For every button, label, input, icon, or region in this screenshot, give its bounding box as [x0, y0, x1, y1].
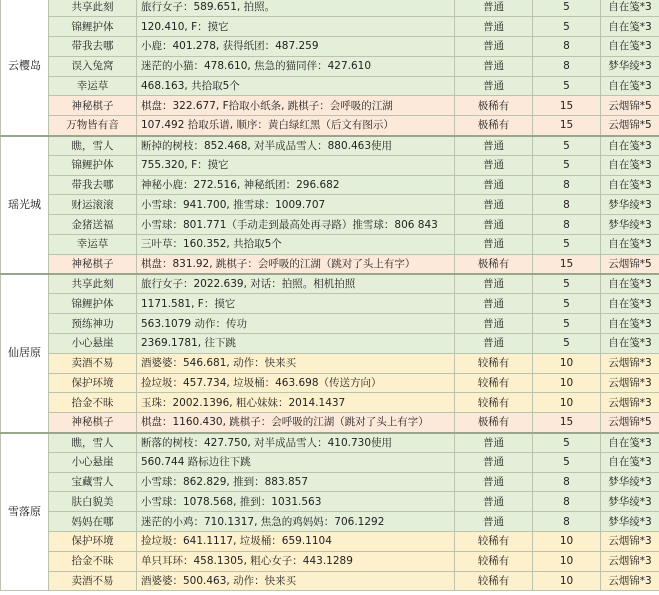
table-row	[1, 56, 659, 76]
rarity-cell: 普通	[455, 175, 533, 195]
name-cell: 带我去哪	[49, 37, 137, 57]
reward-cell: 梦华绫*3	[601, 215, 659, 235]
name-cell: 保护环境	[49, 532, 137, 552]
rarity-cell: 普通	[455, 274, 533, 294]
table-row	[1, 551, 659, 571]
method-cell: 1171.581, F：摸它	[137, 294, 455, 314]
method-cell: 468.163, 共拾取5个	[137, 76, 455, 96]
count-cell: 5	[533, 0, 601, 17]
reward-cell: 梦华绫*3	[601, 56, 659, 76]
reward-cell: 云烟锦*5	[601, 116, 659, 136]
table-row	[1, 254, 659, 274]
count-cell: 8	[533, 472, 601, 492]
count-cell: 5	[533, 17, 601, 37]
method-cell: 小雪球：801.771（手动走到最高处再寻路）推雪球：806 843	[137, 215, 455, 235]
count-cell: 5	[533, 452, 601, 472]
count-cell: 5	[533, 235, 601, 255]
reward-cell: 自在笺*3	[601, 334, 659, 354]
rarity-cell: 普通	[455, 136, 533, 156]
count-cell: 5	[533, 155, 601, 175]
reward-cell: 梦华绫*3	[601, 195, 659, 215]
table-row	[1, 274, 659, 294]
method-cell: 棋盘：322.677, F拾取小纸条, 跳棋子：会呼吸的江湖	[137, 96, 455, 116]
count-cell: 10	[533, 393, 601, 413]
table-row	[1, 334, 659, 354]
table-row	[1, 532, 659, 552]
table-row	[1, 294, 659, 314]
table-row	[1, 195, 659, 215]
count-cell: 8	[533, 512, 601, 532]
rarity-cell: 极稀有	[455, 116, 533, 136]
table-row	[1, 96, 659, 116]
table-row	[1, 512, 659, 532]
reward-cell: 梦华绫*3	[601, 512, 659, 532]
name-cell: 带我去哪	[49, 175, 137, 195]
count-cell: 5	[533, 433, 601, 453]
rarity-cell: 普通	[455, 0, 533, 17]
method-cell: 棋盘：831.92, 跳棋子：会呼吸的江湖（跳对了头上有字）	[137, 254, 455, 274]
rarity-cell: 普通	[455, 433, 533, 453]
reward-cell: 自在笺*3	[601, 155, 659, 175]
rarity-cell: 普通	[455, 37, 533, 57]
count-cell: 5	[533, 334, 601, 354]
count-cell: 10	[533, 571, 601, 591]
method-cell: 酒婆婆：546.681, 动作：快来买	[137, 353, 455, 373]
method-cell: 小雪球：862.829, 推到：883.857	[137, 472, 455, 492]
name-cell: 肤白貌美	[49, 492, 137, 512]
name-cell: 瞧，雪人	[49, 433, 137, 453]
reward-cell: 云烟锦*3	[601, 353, 659, 373]
method-cell: 小雪球：1078.568, 推到：1031.563	[137, 492, 455, 512]
count-cell: 10	[533, 551, 601, 571]
name-cell: 财运滚滚	[49, 195, 137, 215]
name-cell: 共享此刻	[49, 0, 137, 17]
name-cell: 万物皆有音	[49, 116, 137, 136]
name-cell: 小心悬崖	[49, 452, 137, 472]
method-cell: 迷茫的小猫：478.610, 焦急的猫同伴：427.610	[137, 56, 455, 76]
table-row	[1, 353, 659, 373]
reward-cell: 自在笺*3	[601, 235, 659, 255]
rarity-cell: 较稀有	[455, 551, 533, 571]
name-cell: 神秘棋子	[49, 413, 137, 433]
table-row	[1, 373, 659, 393]
method-cell: 断掉的树枝：852.468, 对半成品雪人：880.463使用	[137, 136, 455, 156]
name-cell: 锦鲤护体	[49, 17, 137, 37]
name-cell: 卖酒不易	[49, 353, 137, 373]
method-cell: 玉珠：2002.1396, 粗心妹妹：2014.1437	[137, 393, 455, 413]
count-cell: 8	[533, 56, 601, 76]
count-cell: 10	[533, 353, 601, 373]
table-row	[1, 571, 659, 591]
name-cell: 幸运草	[49, 76, 137, 96]
rarity-cell: 普通	[455, 294, 533, 314]
table-row	[1, 433, 659, 453]
table-row	[1, 472, 659, 492]
reward-cell: 自在笺*3	[601, 0, 659, 17]
rarity-cell: 普通	[455, 472, 533, 492]
method-cell: 旅行女子：2022.639, 对话：拍照。相机拍照	[137, 274, 455, 294]
table-row	[1, 17, 659, 37]
name-cell: 妈妈在哪	[49, 512, 137, 532]
rarity-cell: 较稀有	[455, 532, 533, 552]
count-cell: 5	[533, 314, 601, 334]
rarity-cell: 普通	[455, 56, 533, 76]
name-cell: 拾金不昧	[49, 393, 137, 413]
count-cell: 5	[533, 294, 601, 314]
rarity-cell: 极稀有	[455, 413, 533, 433]
location-cell: 云樱岛	[1, 0, 49, 136]
method-cell: 断落的树枝：427.750, 对半成品雪人：410.730使用	[137, 433, 455, 453]
name-cell: 卖酒不易	[49, 571, 137, 591]
table-row	[1, 492, 659, 512]
table-row	[1, 0, 659, 17]
rarity-cell: 普通	[455, 235, 533, 255]
name-cell: 锦鲤护体	[49, 155, 137, 175]
table-row	[1, 37, 659, 57]
table-row	[1, 413, 659, 433]
name-cell: 金猪送福	[49, 215, 137, 235]
rarity-cell: 普通	[455, 314, 533, 334]
reward-cell: 自在笺*3	[601, 136, 659, 156]
reward-cell: 梦华绫*3	[601, 472, 659, 492]
method-cell: 三叶草：160.352, 共拾取5个	[137, 235, 455, 255]
table-row	[1, 175, 659, 195]
method-cell: 2369.1781, 往下跳	[137, 334, 455, 354]
table-row	[1, 314, 659, 334]
rarity-cell: 较稀有	[455, 373, 533, 393]
reward-cell: 自在笺*3	[601, 76, 659, 96]
table-row	[1, 155, 659, 175]
reward-cell: 云烟锦*5	[601, 254, 659, 274]
reward-cell: 自在笺*3	[601, 175, 659, 195]
method-cell: 旅行女子：589.651, 拍照。	[137, 0, 455, 17]
rarity-cell: 普通	[455, 334, 533, 354]
method-cell: 120.410, F：摸它	[137, 17, 455, 37]
name-cell: 锦鲤护体	[49, 294, 137, 314]
reward-cell: 云烟锦*3	[601, 571, 659, 591]
name-cell: 误入兔窝	[49, 56, 137, 76]
reward-cell: 自在笺*3	[601, 37, 659, 57]
name-cell: 共享此刻	[49, 274, 137, 294]
count-cell: 5	[533, 274, 601, 294]
method-cell: 酒婆婆：500.463, 动作：快来买	[137, 571, 455, 591]
count-cell: 15	[533, 116, 601, 136]
rarity-cell: 普通	[455, 512, 533, 532]
rarity-cell: 极稀有	[455, 254, 533, 274]
table-row	[1, 393, 659, 413]
name-cell: 保护环境	[49, 373, 137, 393]
name-cell: 瞧，雪人	[49, 136, 137, 156]
name-cell: 预练神功	[49, 314, 137, 334]
method-cell: 单只耳环：458.1305, 粗心女子：443.1289	[137, 551, 455, 571]
table-row	[1, 452, 659, 472]
count-cell: 8	[533, 195, 601, 215]
table-row	[1, 215, 659, 235]
table-row	[1, 235, 659, 255]
table-row	[1, 116, 659, 136]
location-cell: 瑶光城	[1, 136, 49, 275]
rarity-cell: 普通	[455, 492, 533, 512]
method-cell: 小鹿：401.278, 获得纸团：487.259	[137, 37, 455, 57]
count-cell: 15	[533, 254, 601, 274]
method-cell: 棋盘：1160.430, 跳棋子：会呼吸的江湖（跳对了头上有字）	[137, 413, 455, 433]
location-cell: 仙居原	[1, 274, 49, 432]
method-cell: 563.1079 动作：传功	[137, 314, 455, 334]
count-cell: 5	[533, 76, 601, 96]
name-cell: 幸运草	[49, 235, 137, 255]
rarity-cell: 极稀有	[455, 96, 533, 116]
count-cell: 8	[533, 492, 601, 512]
table-row	[1, 76, 659, 96]
reward-cell: 云烟锦*5	[601, 96, 659, 116]
name-cell: 小心悬崖	[49, 334, 137, 354]
method-cell: 迷茫的小鸡：710.1317, 焦急的鸡妈妈：706.1292	[137, 512, 455, 532]
method-cell: 小雪球：941.700, 推雪球：1009.707	[137, 195, 455, 215]
reward-cell: 自在笺*3	[601, 17, 659, 37]
reward-cell: 自在笺*3	[601, 294, 659, 314]
method-cell: 神秘小鹿：272.516, 神秘纸团：296.682	[137, 175, 455, 195]
rarity-cell: 普通	[455, 76, 533, 96]
rarity-cell: 较稀有	[455, 393, 533, 413]
reward-cell: 自在笺*3	[601, 433, 659, 453]
count-cell: 15	[533, 96, 601, 116]
reward-cell: 云烟锦*5	[601, 413, 659, 433]
name-cell: 神秘棋子	[49, 254, 137, 274]
method-cell: 755.320, F：摸它	[137, 155, 455, 175]
rarity-cell: 普通	[455, 215, 533, 235]
method-cell: 107.492 拾取乐谱, 顺序：黄白绿红黑（后文有图示）	[137, 116, 455, 136]
rarity-cell: 普通	[455, 155, 533, 175]
method-cell: 捡垃圾：641.1117, 垃圾桶：659.1104	[137, 532, 455, 552]
reward-cell: 梦华绫*3	[601, 492, 659, 512]
rarity-cell: 较稀有	[455, 571, 533, 591]
rarity-cell: 普通	[455, 195, 533, 215]
reward-cell: 云烟锦*3	[601, 373, 659, 393]
count-cell: 10	[533, 373, 601, 393]
rarity-cell: 普通	[455, 17, 533, 37]
rarity-cell: 普通	[455, 452, 533, 472]
method-cell: 560.744 路标边往下跳	[137, 452, 455, 472]
count-cell: 5	[533, 136, 601, 156]
rarity-cell: 较稀有	[455, 353, 533, 373]
table-body	[1, 0, 659, 591]
reward-cell: 自在笺*3	[601, 314, 659, 334]
reward-cell: 云烟锦*3	[601, 532, 659, 552]
name-cell: 宝藏雪人	[49, 472, 137, 492]
location-cell: 雪落原	[1, 433, 49, 591]
method-cell: 捡垃圾：457.734, 垃圾桶：463.698（传送方向）	[137, 373, 455, 393]
table-row	[1, 136, 659, 156]
count-cell: 15	[533, 413, 601, 433]
reward-cell: 云烟锦*3	[601, 551, 659, 571]
name-cell: 拾金不昧	[49, 551, 137, 571]
count-cell: 8	[533, 175, 601, 195]
count-cell: 10	[533, 532, 601, 552]
reward-cell: 云烟锦*3	[601, 393, 659, 413]
name-cell: 神秘棋子	[49, 96, 137, 116]
count-cell: 8	[533, 215, 601, 235]
count-cell: 8	[533, 37, 601, 57]
reward-cell: 自在笺*3	[601, 452, 659, 472]
reward-cell: 自在笺*3	[601, 274, 659, 294]
